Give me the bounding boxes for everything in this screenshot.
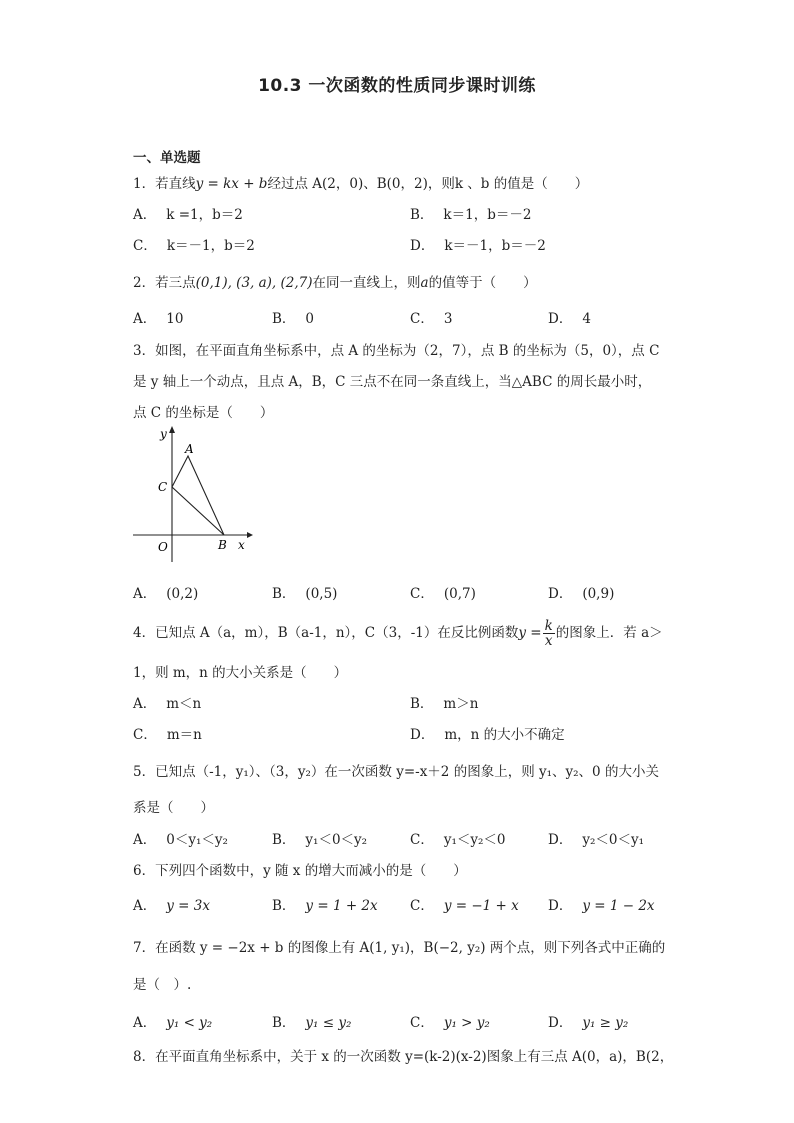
q2-option-c[interactable]: C． 3 (410, 311, 453, 327)
question-5-line-1: 5．已知点（-1，y₁）、（3，y₂）在一次函数 y=-x＋2 的图象上，则 y₁、y₂、0 的大小关 (133, 764, 659, 780)
q1-option-b[interactable]: B． k＝1，b＝－2 (410, 207, 532, 223)
origin-label: O (158, 540, 168, 554)
x-axis-label: x (238, 538, 245, 552)
q3-option-c[interactable]: C． (0,7) (410, 586, 476, 602)
x-axis-arrow-icon (247, 532, 253, 538)
q4-option-d[interactable]: D． m，n 的大小不确定 (410, 727, 565, 743)
q4-option-b[interactable]: B． m＞n (410, 696, 479, 712)
q7-option-b[interactable]: B． y₁ ≤ y₂ (272, 1015, 352, 1031)
q1-option-d[interactable]: D． k＝－1，b＝－2 (410, 238, 546, 254)
question-3-line-1: 3．如图，在平面直角坐标系中，点 A 的坐标为（2，7），点 B 的坐标为（5，0），点 C (133, 343, 660, 359)
q5-option-d[interactable]: D． y₂＜0＜y₁ (548, 832, 644, 848)
question-8-line-1: 8．在平面直角坐标系中，关于 x 的一次函数 y=(k-2)(x-2)图象上有三点 A(0，a)，B(2， (133, 1049, 674, 1065)
q1-option-c[interactable]: C． k＝－1，b＝2 (133, 238, 255, 254)
q4-option-c[interactable]: C． m＝n (133, 727, 202, 743)
question-7-line-1: 7．在函数 y = −2x + b 的图像上有 A(1, y₁)，B(−2, y₂) 两个点，则下列各式中正确的 (133, 940, 666, 956)
fraction-k-over-x: $\frac{k}{x}$ (544, 618, 553, 649)
question-3-line-3: 点 C 的坐标是（ ） (133, 405, 274, 421)
page-title: 10.3 一次函数的性质同步课时训练 (258, 76, 536, 96)
q6-option-c[interactable]: C． y = −1 + x (410, 898, 519, 914)
q2-option-b[interactable]: B． 0 (272, 311, 315, 327)
q3-option-a[interactable]: A． (0,2) (133, 586, 199, 602)
q7-option-d[interactable]: D． y₁ ≥ y₂ (548, 1015, 629, 1031)
q5-option-b[interactable]: B． y₁＜0＜y₂ (272, 832, 368, 848)
q2-option-a[interactable]: A． 10 (133, 311, 184, 327)
y-axis-label: y (160, 427, 167, 441)
point-c-label: C (158, 480, 168, 494)
q7-option-a[interactable]: A． y₁ < y₂ (133, 1015, 213, 1031)
question-1: 1．若直线y = kx + b经过点 A(2，0)、B(0，2)，则k 、b 的值是（ ） (133, 176, 589, 192)
q3-option-d[interactable]: D． (0,9) (548, 586, 615, 602)
q6-option-b[interactable]: B． y = 1 + 2x (272, 898, 378, 914)
q3-coordinate-figure (130, 424, 255, 564)
q1-option-a[interactable]: A． k =1，b＝2 (133, 207, 243, 223)
section-heading: 一、单选题 (133, 150, 201, 166)
question-3-line-2: 是 y 轴上一个动点，且点 A，B，C 三点不在同一条直线上，当△ABC 的周长最小时， (133, 374, 652, 390)
question-5-line-2: 系是（ ） (133, 800, 214, 816)
q5-option-a[interactable]: A． 0＜y₁＜y₂ (133, 832, 228, 848)
q6-option-d[interactable]: D． y = 1 − 2x (548, 898, 655, 914)
y-axis-arrow-icon (169, 426, 175, 433)
q4-option-a[interactable]: A． m＜n (133, 696, 202, 712)
q5-option-c[interactable]: C． y₁＜y₂＜0 (410, 832, 506, 848)
question-7-line-2: 是（ ）. (133, 977, 192, 993)
question-4-line-2: 1，则 m，n 的大小关系是（ ） (133, 665, 348, 681)
q1-formula: y = kx + b (195, 176, 268, 192)
q3-option-b[interactable]: B． (0,5) (272, 586, 338, 602)
q6-option-a[interactable]: A． y = 3x (133, 898, 210, 914)
q7-option-c[interactable]: C． y₁ > y₂ (410, 1015, 490, 1031)
question-6: 6．下列四个函数中，y 随 x 的增大而减小的是（ ） (133, 863, 467, 879)
question-2: 2．若三点(0,1), (3, a), (2,7)在同一直线上，则a的值等于（ ） (133, 275, 537, 291)
point-a-label: A (185, 442, 194, 456)
question-4-line-1: 4．已知点 A（a，m），B（a-1，n），C（3，-1）在反比例函数y = $\frac{k}{x}$ 的图象上．若 a＞ (133, 618, 663, 649)
triangle-abc (172, 456, 224, 535)
point-b-label: B (218, 538, 227, 552)
q2-option-d[interactable]: D． 4 (548, 311, 591, 327)
